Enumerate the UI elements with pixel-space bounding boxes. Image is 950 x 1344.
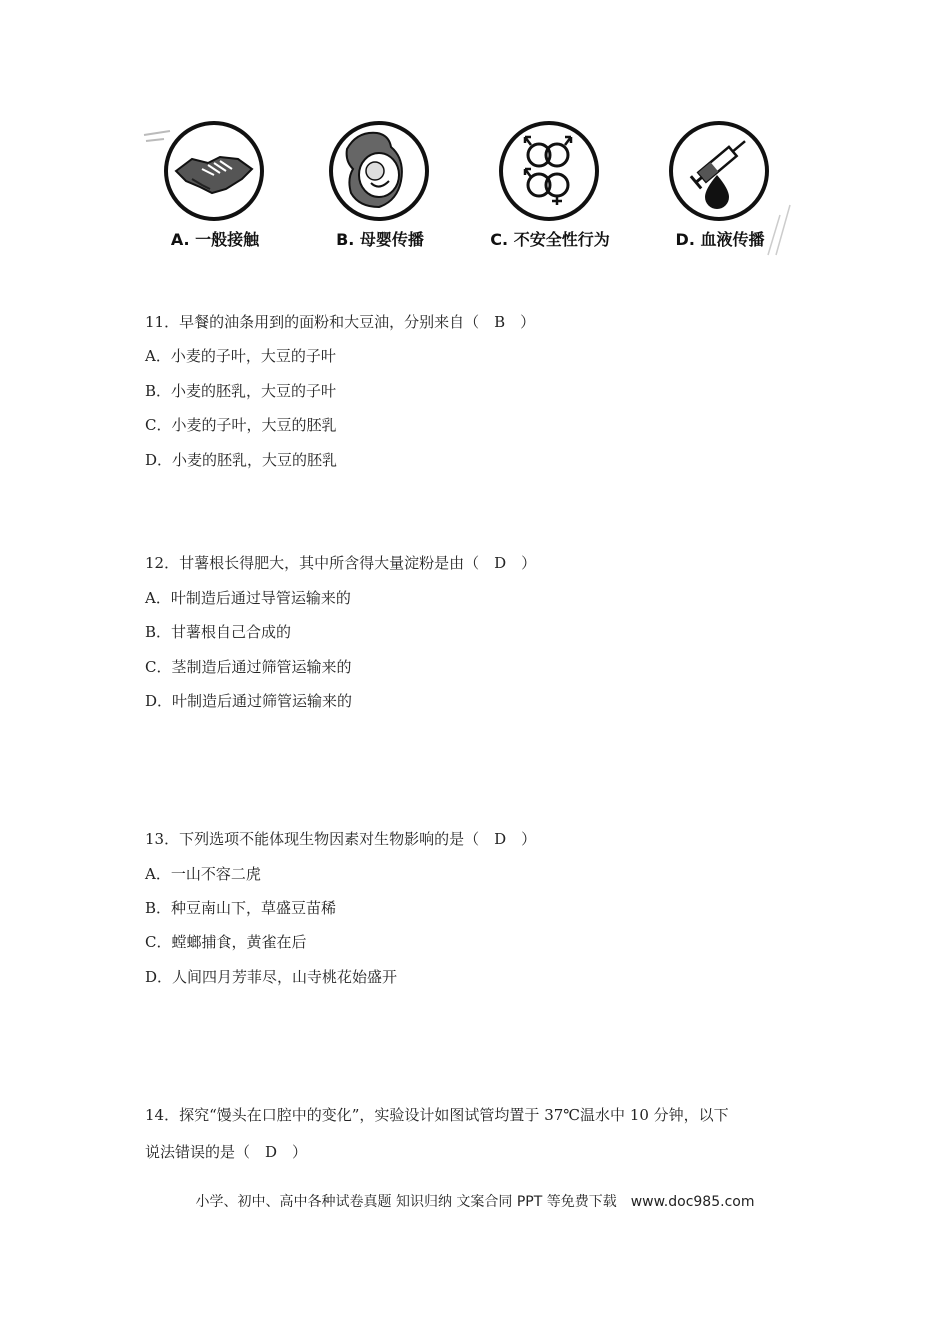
scan-noise-decoration <box>140 115 810 265</box>
transmission-figure <box>140 115 810 265</box>
question-13-stem: 13．下列选项不能体现生物因素对生物影响的是（ D ） <box>145 830 537 848</box>
question-11-option-b: B．小麦的胚乳，大豆的子叶 <box>145 382 337 400</box>
question-12-option-b: B．甘薯根自己合成的 <box>145 623 292 641</box>
figure-caption-b: B. 母婴传播 <box>336 230 424 249</box>
page-footer: 小学、初中、高中各种试卷真题 知识归纳 文案合同 PPT 等免费下载 www.doc985.com <box>195 1194 755 1210</box>
question-13-option-d: D．人间四月芳菲尽，山寺桃花始盛开 <box>145 968 398 986</box>
question-12-stem: 12．甘薯根长得肥大，其中所含得大量淀粉是由（ D ） <box>145 554 537 572</box>
question-11-option-a: A．小麦的子叶，大豆的子叶 <box>145 347 336 365</box>
question-12-option-c: C．茎制造后通过筛管运输来的 <box>145 658 352 676</box>
question-13-option-c: C．螳螂捕食，黄雀在后 <box>145 933 307 951</box>
figure-caption-c: C. 不安全性行为 <box>490 230 610 249</box>
question-11-option-d: D．小麦的胚乳，大豆的胚乳 <box>145 451 338 469</box>
question-12-option-a: A．叶制造后通过导管运输来的 <box>145 589 351 607</box>
figure-caption-a: A. 一般接触 <box>170 230 260 249</box>
figure-caption-d: D. 血液传播 <box>675 230 765 249</box>
question-13-option-b: B．种豆南山下，草盛豆苗稀 <box>145 899 337 917</box>
question-13-option-a: A．一山不容二虎 <box>145 865 261 883</box>
question-14-stem-line2: 说法错误的是（ D ） <box>145 1143 308 1161</box>
question-14-stem-line1: 14．探究“馒头在口腔中的变化”，实验设计如图试管均置于 37℃温水中 10 分钟，以下 <box>145 1106 729 1124</box>
question-11-stem: 11．早餐的油条用到的面粉和大豆油，分别来自（ B ） <box>145 313 536 331</box>
question-11-option-c: C．小麦的子叶，大豆的胚乳 <box>145 416 337 434</box>
question-12-option-d: D．叶制造后通过筛管运输来的 <box>145 692 353 710</box>
